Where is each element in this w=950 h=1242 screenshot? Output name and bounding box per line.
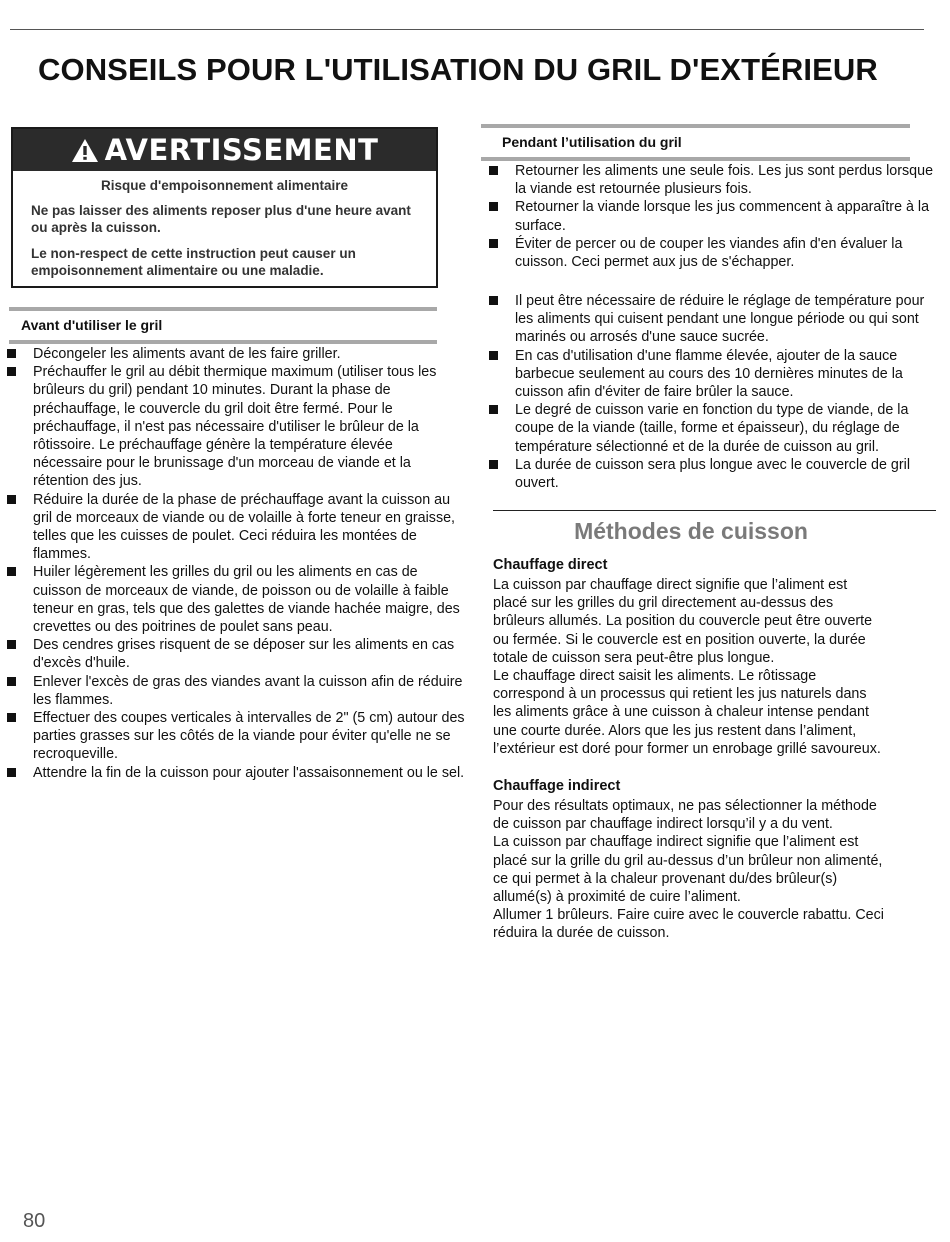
list-item — [7, 764, 465, 782]
warning-text-1: Ne pas laisser des aliments reposer plus d'une heure avant ou après la cuisson. — [31, 203, 411, 235]
page-title: CONSEILS POUR L'UTILISATION DU GRIL D'EXTÉRIEUR — [38, 52, 878, 87]
square-bullet-icon — [7, 640, 16, 649]
square-bullet-icon — [7, 713, 16, 722]
list-item — [489, 235, 941, 271]
list-item-text: Éviter de percer ou de couper les viandes afin d'en évaluer la cuisson. Ceci permet aux jus de s'échapper. — [515, 235, 903, 271]
list-item-text: Retourner les aliments une seule fois. Les jus sont perdus lorsque la viande est retournée plusieurs fois. — [515, 163, 934, 198]
list-item — [489, 401, 941, 456]
list-item — [7, 563, 465, 636]
square-bullet-icon — [489, 202, 498, 211]
list-item — [7, 491, 465, 564]
list-item — [489, 198, 941, 234]
warning-text-2: Le non-respect de cette instruction peut causer un empoisonnement alimentaire ou une maladie. — [31, 246, 356, 278]
square-bullet-icon — [7, 768, 16, 777]
list-item — [7, 363, 465, 490]
list-item — [489, 347, 941, 402]
list-item — [489, 292, 941, 347]
list-item-text: Préchauffer le gril au débit thermique maximum (utiliser tous les brûleurs du gril) pendant 10 minutes. Durant la phase de préchauffage, le couvercle du gril doit être fermé. Pour le préchauffage, il n'est pas nécessaire d'utiliser le brûleur de la rôtissoire. Le préchauffage génère la température élevée nécessaire pour le brunissage d'un morceau de viande et la rétention des jus. — [33, 364, 437, 490]
before-section-title: Avant d'utiliser le gril — [21, 317, 163, 333]
warning-header — [13, 129, 436, 171]
square-bullet-icon — [489, 239, 498, 248]
indirect-heating-title: Chauffage indirect — [493, 778, 621, 794]
list-item — [489, 456, 941, 492]
square-bullet-icon — [489, 166, 498, 175]
indirect-heating-text: Pour des résultats optimaux, ne pas sélectionner la méthode de cuisson par chauffage indirect lorsqu’il y a du vent. La cuisson par chauffage indirect signifie que l’aliment est placé sur la grille du gril au-dessus d’un brûleur non alimenté, ce qui permet à la chaleur provenant du/des brûleur(s) allumé(s) à proximité de cuire l’aliment. Allumer 1 brûleurs. Faire cuire avec le couvercle rabattu. Ceci réduira la durée de cuisson. — [493, 798, 884, 942]
square-bullet-icon — [7, 677, 16, 686]
square-bullet-icon — [489, 405, 498, 414]
list-item-text: En cas d'utilisation d'une flamme élevée, ajouter de la sauce barbecue seulement au cours des 10 dernières minutes de la cuisson afin d'éviter de faire brûler la sauce. — [515, 347, 903, 401]
square-bullet-icon — [489, 460, 498, 469]
warning-box — [11, 127, 438, 288]
list-item — [7, 673, 465, 709]
page-number: 80 — [23, 1210, 46, 1232]
list-item — [7, 709, 465, 764]
section-divider — [493, 510, 936, 511]
list-item — [489, 162, 941, 198]
list-item-text: Il peut être nécessaire de réduire le réglage de température pour les aliments qui cuisent pendant une longue période ou qui sont marinés ou arrosés d'une sauce sucrée. — [515, 293, 925, 346]
square-bullet-icon — [7, 567, 16, 576]
list-item-text: Réduire la durée de la phase de préchauffage avant la cuisson au gril de morceaux de viande ou de volaille à forte teneur en graisse, telles que les cuisses de poulet. Ceci réduira les montées de flammes. — [33, 491, 456, 563]
list-item — [7, 636, 465, 672]
warning-title: AVERTISSEMENT — [104, 133, 379, 167]
list-item-text: Effectuer des coupes verticales à intervalles de 2" (5 cm) autour des parties grasses sur les côtés de la viande pour éviter qu'elle ne se recroqueville. — [33, 710, 465, 763]
before-list — [7, 345, 465, 782]
square-bullet-icon — [489, 351, 498, 360]
during-section-header — [481, 124, 910, 161]
direct-heating-text: La cuisson par chauffage direct signifie que l’aliment est placé sur les grilles du gril directement au-dessus des brûleurs allumés. La position du couvercle peut être ouverte ou fermée. Si le couvercle est en position ouverte, la durée totale de cuisson sera peut-être plus longue. Le chauffage direct saisit les aliments. Le rôtissage correspond à un processus qui retient les jus naturels dans les aliments grâce à une cuisson à chaleur intense pendant une courte durée. Alors que les jus restent dans l’aliment, l’extérieur est doré pour former un enrobage grillé savoureux. — [493, 577, 881, 757]
square-bullet-icon — [7, 349, 16, 358]
list-item-text: Attendre la fin de la cuisson pour ajouter l'assaisonnement ou le sel. — [33, 764, 465, 781]
list-item-text: Huiler légèrement les grilles du gril ou les aliments en cas de cuisson de morceaux de viande, de poisson ou de volaille à faible teneur en gras, tels que des galettes de viande hachée maigre, des crevettes ou des poitrines de poulet sans peau. — [33, 564, 460, 636]
methods-title: Méthodes de cuisson — [574, 518, 808, 544]
list-item-text: La durée de cuisson sera plus longue avec le couvercle de gril ouvert. — [515, 456, 910, 492]
top-rule — [10, 29, 924, 30]
warning-subtitle: Risque d'empoisonnement alimentaire — [100, 178, 348, 193]
warning-triangle-icon — [71, 138, 99, 163]
square-bullet-icon — [7, 495, 16, 504]
list-item-text: Le degré de cuisson varie en fonction du type de viande, de la coupe de la viande (taille, forme et épaisseur), du réglage de température sélectionné et de la durée de cuisson au gril. — [515, 402, 909, 455]
direct-heating-title: Chauffage direct — [493, 557, 608, 573]
square-bullet-icon — [7, 367, 16, 376]
list-item-text: Décongeler les aliments avant de les faire griller. — [33, 346, 341, 362]
during-list-b — [489, 292, 941, 492]
during-list-a — [489, 162, 941, 271]
list-item — [7, 345, 465, 363]
list-item-text: Retourner la viande lorsque les jus commencent à apparaître à la surface. — [515, 199, 930, 234]
list-item-text: Des cendres grises risquent de se déposer sur les aliments en cas d'excès d'huile. — [33, 637, 455, 672]
during-section-title: Pendant l’utilisation du gril — [502, 134, 682, 150]
before-section-header — [9, 307, 437, 344]
square-bullet-icon — [489, 296, 498, 305]
list-item-text: Enlever l'excès de gras des viandes avant la cuisson afin de réduire les flammes. — [33, 673, 463, 708]
